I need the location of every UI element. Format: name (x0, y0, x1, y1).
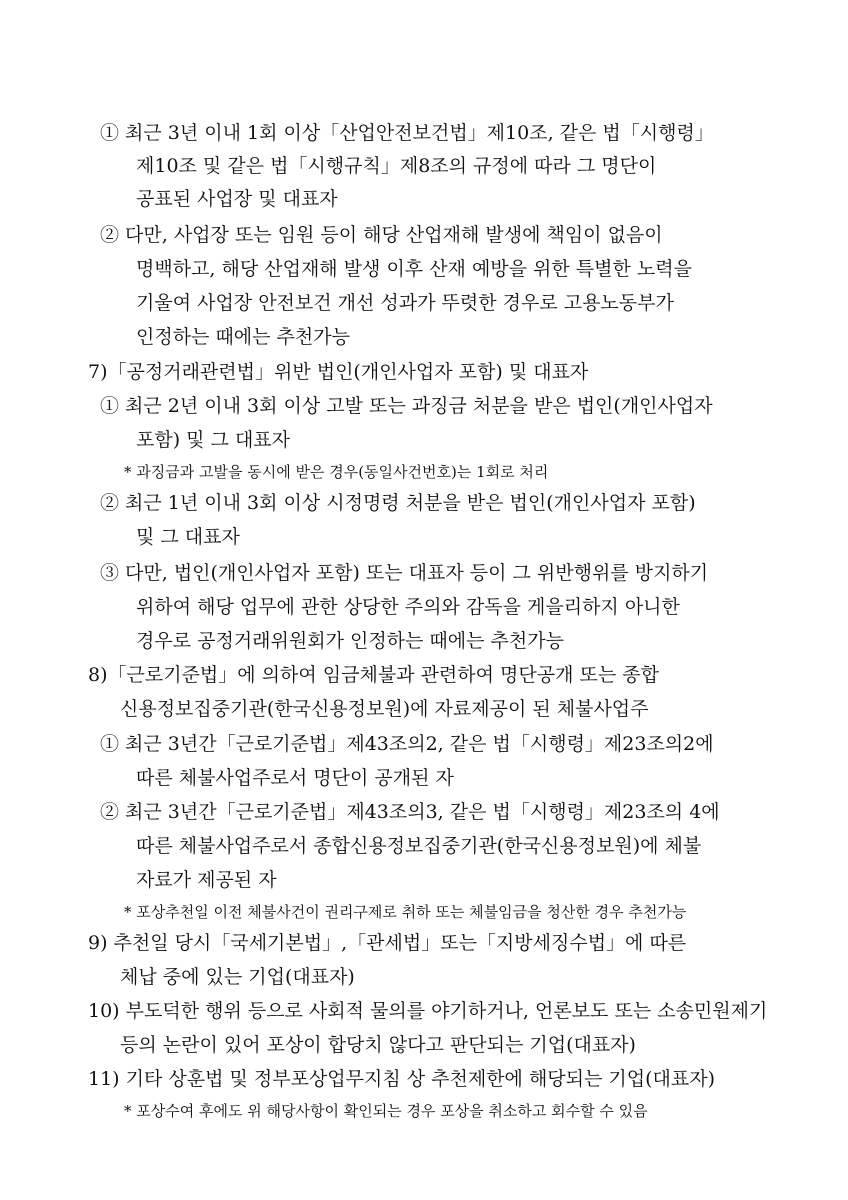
paragraph-line: 기울여 사업장 안전보건 개선 성과가 뚜렷한 경우로 고용노동부가 (136, 292, 674, 314)
section-heading-9: 9) 추천일 당시「국세기본법」,「관세법」또는「지방세징수법」에 따른 (88, 932, 687, 954)
paragraph-line: ② 최근 3년간「근로기준법」제43조의3, 같은 법「시행령」제23조의 4에 (100, 801, 720, 823)
paragraph-line: 신용정보집중기관(한국신용정보원)에 자료제공이 된 체불사업주 (120, 698, 649, 720)
paragraph-line: 위하여 해당 업무에 관한 상당한 주의와 감독을 게을리하지 아니한 (136, 596, 680, 618)
section-heading-8: 8)「근로기준법」에 의하여 임금체불과 관련하여 명단공개 또는 종합 (88, 664, 659, 686)
paragraph-line: ① 최근 2년 이내 3회 이상 고발 또는 과징금 처분을 받은 법인(개인사업자 (100, 395, 713, 417)
paragraph-line: 제10조 및 같은 법「시행규칙」제8조의 규정에 따라 그 명단이 (136, 155, 657, 177)
section-heading-10: 10) 부도덕한 행위 등으로 사회적 물의를 야기하거나, 언론보도 또는 소송민원제기 (88, 1000, 768, 1022)
paragraph-line: 인정하는 때에는 추천가능 (136, 326, 350, 348)
footnote: * 포상수여 후에도 위 해당사항이 확인되는 경우 포상을 취소하고 회수할 수 있음 (124, 1102, 648, 1120)
paragraph-line: ② 다만, 사업장 또는 임원 등이 해당 산업재해 발생에 책임이 없음이 (100, 224, 663, 246)
paragraph-line: ① 최근 3년간「근로기준법」제43조의2, 같은 법「시행령」제23조의2에 (100, 733, 714, 755)
paragraph-line: 자료가 제공된 자 (136, 869, 277, 891)
paragraph-line: ③ 다만, 법인(개인사업자 포함) 또는 대표자 등이 그 위반행위를 방지하기 (100, 562, 709, 584)
paragraph-line: 경우로 공정거래위원회가 인정하는 때에는 추천가능 (136, 630, 564, 652)
paragraph-line: 체납 중에 있는 기업(대표자) (120, 966, 355, 988)
paragraph-line: 포함) 및 그 대표자 (136, 429, 291, 451)
paragraph-line: ② 최근 1년 이내 3회 이상 시정명령 처분을 받은 법인(개인사업자 포함) (100, 492, 696, 514)
paragraph-line: 등의 논란이 있어 포상이 합당치 않다고 판단되는 기업(대표자) (120, 1034, 636, 1056)
paragraph-line: 따른 체불사업주로서 종합신용정보집중기관(한국신용정보원)에 체불 (136, 835, 702, 857)
paragraph-line: 명백하고, 해당 산업재해 발생 이후 산재 예방을 위한 특별한 노력을 (136, 258, 692, 280)
section-heading-7: 7)「공정거래관련법」위반 법인(개인사업자 포함) 및 대표자 (88, 361, 589, 383)
footnote: * 포상추천일 이전 체불사건이 권리구제로 취하 또는 체불임금을 청산한 경우 추천가능 (124, 903, 687, 921)
paragraph-line: 따른 체불사업주로서 명단이 공개된 자 (136, 767, 454, 789)
paragraph-line: ① 최근 3년 이내 1회 이상「산업안전보건법」제10조, 같은 법「시행령」 (100, 122, 714, 144)
footnote: * 과징금과 고발을 동시에 받은 경우(동일사건번호)는 1회로 처리 (124, 463, 549, 481)
paragraph-line: 및 그 대표자 (136, 526, 240, 548)
section-heading-11: 11) 기타 상훈법 및 정부포상업무지침 상 추천제한에 해당되는 기업(대표자) (88, 1068, 715, 1090)
paragraph-line: 공표된 사업장 및 대표자 (136, 188, 338, 210)
